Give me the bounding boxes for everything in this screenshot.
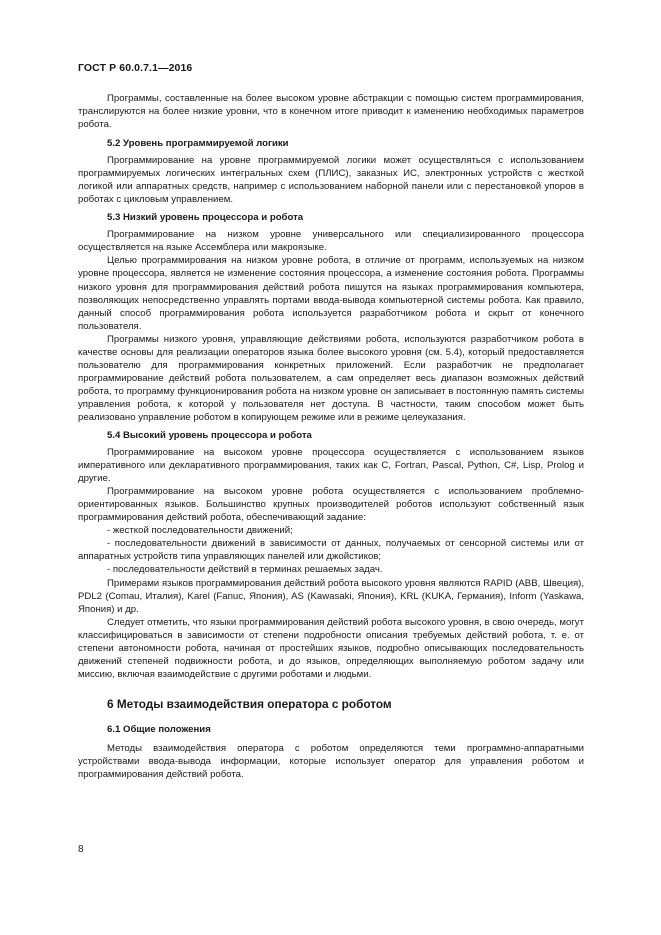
paragraph: Примерами языков программирования действий робота высокого уровня являются RAPID (ABB, Швеция), PDL2 (Comau, Италия), Karel (Fanuc, Япония), AS (Kawasaki, Япония), KRL (KUKA, Германия), Inform (Yaskawa, Япония) и др. bbox=[78, 577, 584, 615]
section-heading-5-2: 5.2 Уровень программируемой логики bbox=[107, 138, 289, 150]
paragraph: Программирование на высоком уровне процессора осуществляется с использованием языков императивного или декларативного программирования, таких как C, Fortran, Pascal, Python, C#, Lisp, Prolog и другие. bbox=[78, 447, 584, 485]
paragraph: Программирование на уровне программируемой логики может осуществляться с использованием программируемых логических интегральных схем (ПЛИС), заказных ИС, электронных устройств с жесткой логикой или аппаратных средств, например с использованием наборной панели или с перестановкой упоров в роботах с цикловым управлением. bbox=[78, 155, 584, 206]
list-item: - жесткой последовательности движений; bbox=[107, 525, 293, 537]
paragraph: Целью программирования на низком уровне робота, в отличие от программ, используемых на низком уровне процессора, является не изменение состояния процессора, а изменение состояния робота. Программы низкого уровня для программирования действий робота пишутся на языках программирования компьютера, позволяющих непосредственно управлять портами ввода-вывода компьютерной системы робота. Как правило, данный способ программирования робота используется разработчиком робота и скрыт от конечного пользователя. bbox=[78, 255, 584, 332]
paragraph: Методы взаимодействия оператора с роботом определяются теми программно-аппаратными устройствами ввода-вывода информации, которые использует оператор для управления роботом и программирования действий робота. bbox=[78, 742, 584, 780]
document-header: ГОСТ Р 60.0.7.1—2016 bbox=[78, 62, 193, 74]
section-heading-5-3: 5.3 Низкий уровень процессора и робота bbox=[107, 212, 304, 224]
document-body bbox=[78, 92, 584, 781]
paragraph: Программы, составленные на более высоком уровне абстракции с помощью систем программирования, транслируются на более низкие уровни, что в конечном итоге приводит к изменению необходимых параметров робота. bbox=[78, 93, 584, 131]
paragraph: Программирование на низком уровне универсального или специализированного процессора осуществляется на языке Ассемблера или макроязыке. bbox=[78, 229, 584, 254]
list-item: - последовательности действий в терминах решаемых задач. bbox=[107, 564, 383, 576]
paragraph: Следует отметить, что языки программирования действий робота высокого уровня, в свою очередь, могут классифицироваться в зависимости от степени подробности описания требуемых действий робота, т. е. от степени автономности робота, начиная от простейших языков, подробно описывающих последовательность движений степеней подвижности робота, и до языков, определяющих выполняемую роботом задачу или миссию, включая взаимодействие с другими роботами и людьми. bbox=[78, 616, 584, 680]
page-number: 8 bbox=[78, 844, 84, 855]
list-item: - последовательности движений в зависимости от данных, получаемых от сенсорной системы или от аппаратных устройств типа управляющих панелей или джойстиков; bbox=[78, 538, 584, 563]
paragraph: Программы низкого уровня, управляющие действиями робота, используются разработчиком робота в качестве основы для реализации операторов языка более высокого уровня (см. 5.4), который предоставляется пользователю для программирования конкретных приложений. Если разработчик не предполагает программирование действий робота пользователем, а сам определяет весь диапазон возможных действий робота, то программу функционирования робота на низком уровне он записывает в постоянную память системы управления робота, к которой у пользователя нет доступа. В частности, таким способом может быть реализовано управление роботом в копирующем режиме или в режиме целеуказания. bbox=[78, 333, 584, 423]
chapter-heading-6: 6 Методы взаимодействия оператора с роботом bbox=[107, 696, 392, 711]
section-heading-6-1: 6.1 Общие положения bbox=[107, 723, 211, 735]
section-heading-5-4: 5.4 Высокий уровень процессора и робота bbox=[107, 430, 312, 442]
paragraph: Программирование на высоком уровне робота осуществляется с использованием проблемно-ориентированных языков. Большинство крупных производителей роботов используют собственный язык программирования действий робота, обеспечивающий задание: bbox=[78, 486, 584, 524]
